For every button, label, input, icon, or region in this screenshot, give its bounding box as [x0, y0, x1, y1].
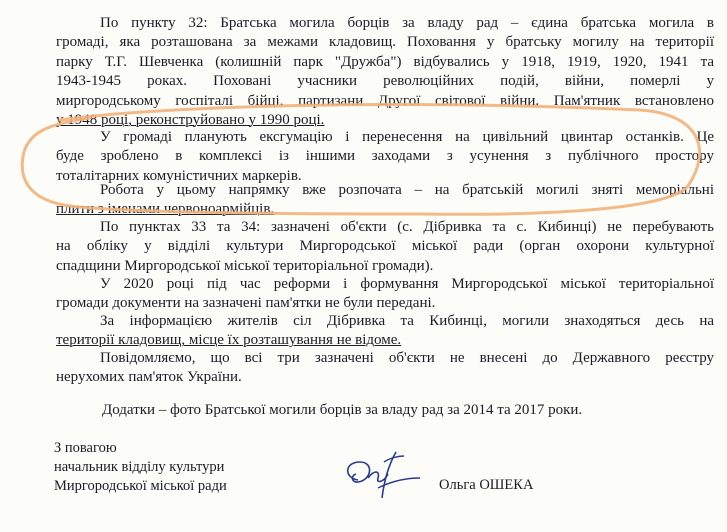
annex-line: Додатки – фото Братської могили борців за владу рад за 2014 та 2017 роки.	[102, 402, 583, 418]
text-line: спадщини Миргородської міської територіальної громади).	[56, 257, 434, 274]
paragraph-reform-2020	[56, 275, 714, 314]
text-line: громади документи на зазначені пам'ятки не були передані.	[56, 295, 436, 312]
signature-position: начальник відділу культури	[54, 459, 225, 475]
signature-organization: Миргородської міської ради	[54, 478, 227, 494]
text-line: Повідомляємо, що всі три зазначені об'єкти не внесені до Державного реєстру	[100, 350, 714, 366]
text-line: 1943-1945 роках. Поховані учасники революційних подій, війни, померлі у	[56, 73, 714, 90]
paragraph-exhumation	[56, 128, 714, 186]
text-line: Робота у цьому напрямку вже розпочата – на братській могилі зняті меморіальні	[100, 182, 714, 198]
paragraph-residents-info	[56, 312, 714, 351]
text-line: плити з іменами червоноармійців.	[56, 201, 275, 218]
text-line: По пунктах 33 та 34: зазначені об'єкти (с. Дібривка та с. Кибинці) не перебувають	[100, 219, 714, 235]
text-line: У 2020 році під час реформи і формування Миргородської міської територіальної	[100, 276, 714, 292]
text-line: громаді, яка розташована за межами кладовищ. Поховання у братську могилу на території	[56, 34, 714, 51]
paragraph-work-started	[56, 181, 714, 220]
text-line: території кладовищ, місце їх розташування не відоме.	[56, 332, 402, 349]
signatory-name: Ольга ОШЕКА	[439, 477, 534, 493]
text-line: буде зроблено в комплексі із іншими заходами з усунення з публічного простору	[56, 148, 714, 165]
paragraph-register	[56, 349, 714, 388]
handwritten-signature	[338, 448, 426, 502]
paragraph-items-33-34	[56, 218, 714, 276]
signature-greeting: З повагою	[54, 440, 117, 456]
text-line: нерухомих пам'яток України.	[56, 369, 242, 386]
text-line: По пункту 32: Братська могила борців за владу рад – єдина братська могила в	[100, 15, 714, 31]
text-line: У громаді планують ексгумацію і перенесення на цивільний цвинтар останків. Це	[100, 129, 714, 145]
text-line: За інформацією жителів сіл Дібривка та Кибинці, могили знаходяться десь на	[100, 313, 714, 329]
text-line: у 1948 році, реконструйовано у 1990 році.	[56, 112, 325, 129]
text-line: миргородському госпіталі бійці, партизани Другої світової війни. Пам'ятник встановлено	[56, 92, 714, 109]
text-line: на обліку у відділі культури Миргородської міської ради (орган охорони культурної	[56, 238, 714, 255]
text-line: парку Т.Г. Шевченка (колишній парк "Дружба") відбувались у 1918, 1919, 1920, 1941 та	[56, 53, 714, 70]
paragraph-item-32	[56, 14, 714, 130]
text-line: тоталітарних комуністичних маркерів.	[56, 167, 302, 184]
